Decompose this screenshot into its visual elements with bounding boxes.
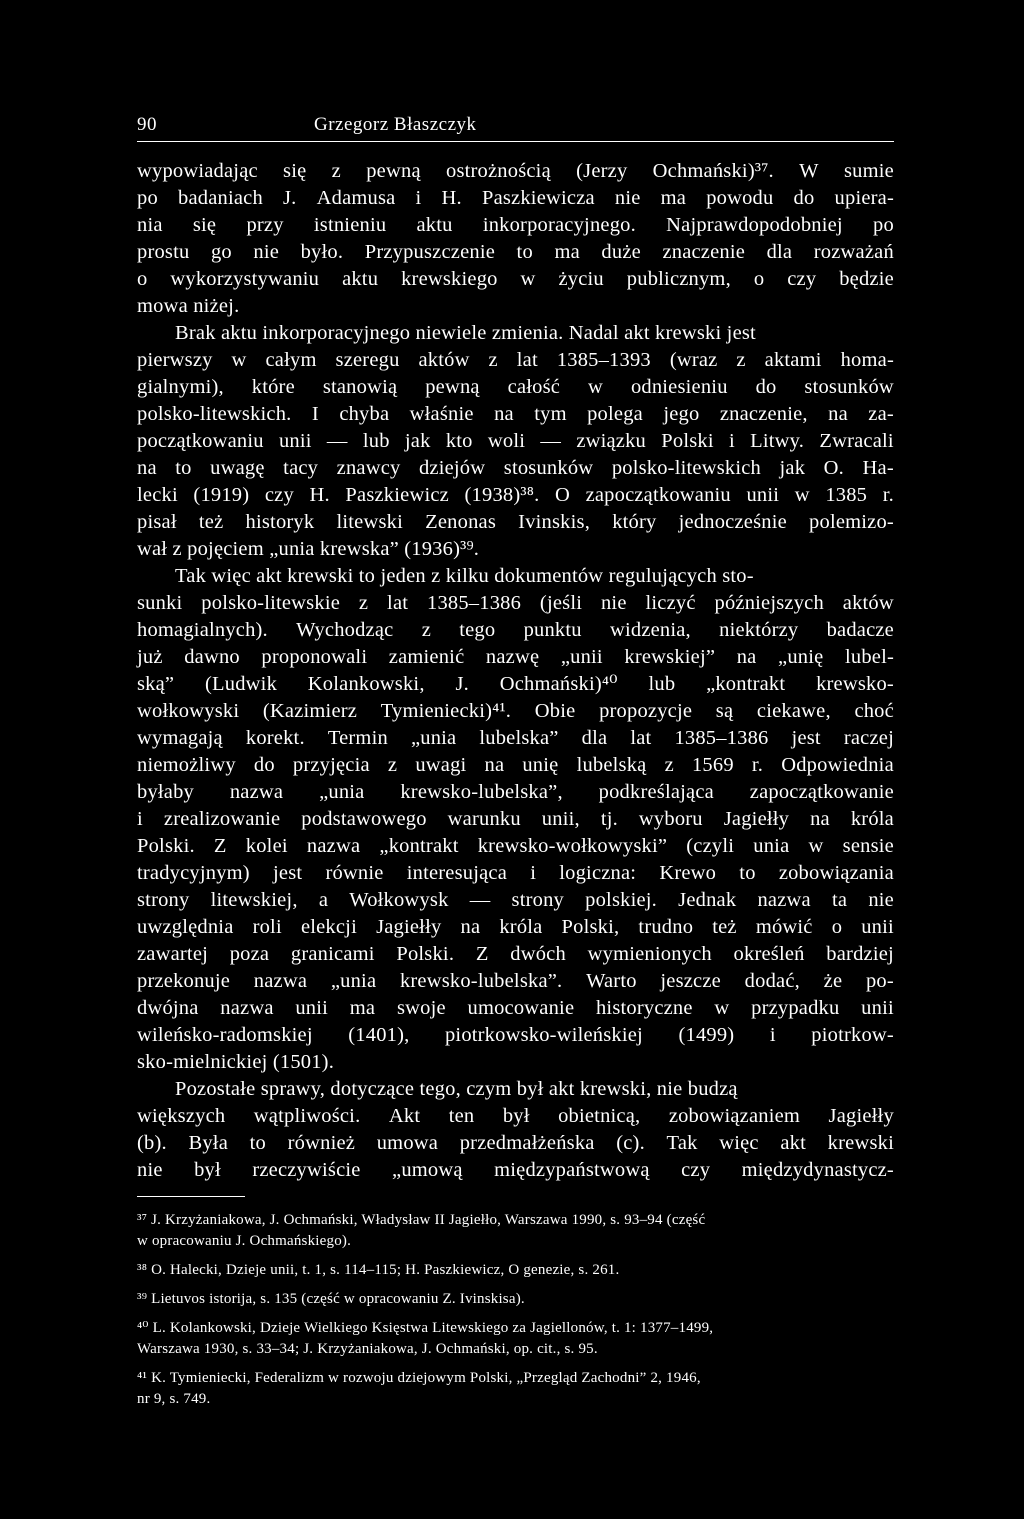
footnote-line: Warszawa 1930, s. 33–34; J. Krzyżaniakowa, J. Ochmański, op. cit., s. 95.: [137, 1341, 598, 1357]
text-line: zawartej poza granicami Polski. Z dwóch wymienionych określeń bardziej: [137, 943, 894, 965]
footnote-line: ³⁹ Lietuvos istorija, s. 135 (część w opracowaniu Z. Ivinskisa).: [137, 1291, 525, 1307]
footnote-37: [137, 1210, 894, 1252]
text-line: pierwszy w całym szeregu aktów z lat 1385–1393 (wraz z aktami homa-: [137, 349, 894, 371]
text-line: sunki polsko-litewskie z lat 1385–1386 (jeśli nie liczyć późniejszych aktów: [137, 592, 894, 614]
footnote-38: [137, 1260, 894, 1281]
text-line: uwzględnia roli elekcji Jagiełły na króla Polski, trudno też mówić o unii: [137, 916, 894, 938]
text-line: polsko-litewskich. I chyba właśnie na tym polega jego znaczenie, na za-: [137, 403, 894, 425]
text-line: byłaby nazwa „unia krewsko-lubelska”, podkreślająca zapoczątkowanie: [137, 781, 894, 803]
footnote-41: [137, 1368, 894, 1410]
text-line: niemożliwy do przyjęcia z uwagi na unię lubelską z 1569 r. Odpowiednia: [137, 754, 894, 776]
text-line: wał z pojęciem „unia krewska” (1936)³⁹.: [137, 538, 480, 560]
footnote-line: nr 9, s. 749.: [137, 1391, 211, 1407]
footnote-line: ³⁸ O. Halecki, Dzieje unii, t. 1, s. 114–115; H. Paszkiewicz, O genezie, s. 261.: [137, 1262, 620, 1278]
text-line: Polski. Z kolei nazwa „kontrakt krewsko-wołkowyski” (czyli unia w sensie: [137, 835, 894, 857]
text-line: homagialnych). Wychodząc z tego punktu widzenia, niektórzy badacze: [137, 619, 894, 641]
text-line: i zrealizowanie podstawowego warunku unii, tj. wyboru Jagiełły na króla: [137, 808, 894, 830]
text-line: Tak więc akt krewski to jeden z kilku dokumentów regulujących sto-: [175, 565, 754, 587]
text-line: wymagają korekt. Termin „unia lubelska” dla lat 1385–1386 jest raczej: [137, 727, 894, 749]
footnote-line: ⁴¹ K. Tymieniecki, Federalizm w rozwoju dziejowym Polski, „Przegląd Zachodni” 2, 1946,: [137, 1370, 701, 1386]
footnote-line: w opracowaniu J. Ochmańskiego).: [137, 1233, 352, 1249]
text-line: na to uwagę tacy znawcy dziejów stosunków polsko-litewskich jak O. Ha-: [137, 457, 894, 479]
text-line: większych wątpliwości. Akt ten był obietnicą, zobowiązaniem Jagiełły: [137, 1105, 894, 1127]
text-line: nie był rzeczywiście „umową międzypaństwową czy międzydynastycz-: [137, 1159, 894, 1181]
footnote-line: ⁴⁰ L. Kolankowski, Dzieje Wielkiego Księstwa Litewskiego za Jagiellonów, t. 1: 1377–1499,: [137, 1320, 714, 1336]
text-line: pisał też historyk litewski Zenonas Ivinskis, który jednocześnie polemizo-: [137, 511, 894, 533]
text-line: lecki (1919) czy H. Paszkiewicz (1938)³⁸. O zapoczątkowaniu unii w 1385 r.: [137, 484, 894, 506]
text-line: (b). Była to również umowa przedmałżeńska (c). Tak więc akt krewski: [137, 1132, 894, 1154]
footnote-rule: [137, 1196, 245, 1197]
text-line: Brak aktu inkorporacyjnego niewiele zmienia. Nadal akt krewski jest: [175, 322, 756, 344]
footnote-39: [137, 1289, 894, 1310]
text-line: ską” (Ludwik Kolankowski, J. Ochmański)⁴⁰ lub „kontrakt krewsko-: [137, 673, 894, 695]
text-line: sko-mielnickiej (1501).: [137, 1051, 335, 1073]
footnote-40: [137, 1318, 894, 1360]
text-line: gialnymi), które stanowią pewną całość w odniesieniu do stosunków: [137, 376, 894, 398]
running-head-author: Grzegorz Błaszczyk: [314, 114, 477, 135]
text-line: przekonuje nazwa „unia krewsko-lubelska”. Warto jeszcze dodać, że po-: [137, 970, 894, 992]
text-line: prostu go nie było. Przypuszczenie to ma duże znaczenie dla rozważań: [137, 241, 894, 263]
text-line: już dawno proponowali zamienić nazwę „unii krewskiej” na „unię lubel-: [137, 646, 894, 668]
text-line: wileńsko-radomskiej (1401), piotrkowsko-wileńskiej (1499) i piotrkow-: [137, 1024, 894, 1046]
text-line: wołkowyski (Kazimierz Tymieniecki)⁴¹. Obie propozycje są ciekawe, choć: [137, 700, 894, 722]
page-number: 90: [137, 114, 157, 135]
footnotes: [137, 1210, 894, 1418]
text-line: o wykorzystywaniu aktu krewskiego w życiu publicznym, o czy będzie: [137, 268, 894, 290]
text-line: po badaniach J. Adamusa i H. Paszkiewicza nie ma powodu do upiera-: [137, 187, 894, 209]
header-rule: [137, 141, 894, 142]
text-line: dwójna nazwa unii ma swoje umocowanie historyczne w przypadku unii: [137, 997, 894, 1019]
text-line: wypowiadając się z pewną ostrożnością (Jerzy Ochmański)³⁷. W sumie: [137, 160, 894, 182]
footnote-line: ³⁷ J. Krzyżaniakowa, J. Ochmański, Władysław II Jagiełło, Warszawa 1990, s. 93–94 (część: [137, 1212, 706, 1228]
text-line: tradycyjnym) jest równie interesująca i logiczna: Krewo to zobowiązania: [137, 862, 894, 884]
text-line: początkowaniu unii — lub jak kto woli — związku Polski i Litwy. Zwracali: [137, 430, 894, 452]
text-line: Pozostałe sprawy, dotyczące tego, czym był akt krewski, nie budzą: [175, 1078, 738, 1100]
text-line: mowa niżej.: [137, 295, 240, 317]
main-text: [137, 158, 894, 1184]
text-line: nia się przy istnieniu aktu inkorporacyjnego. Najprawdopodobniej po: [137, 214, 894, 236]
text-line: strony litewskiej, a Wołkowysk — strony polskiej. Jednak nazwa ta nie: [137, 889, 894, 911]
